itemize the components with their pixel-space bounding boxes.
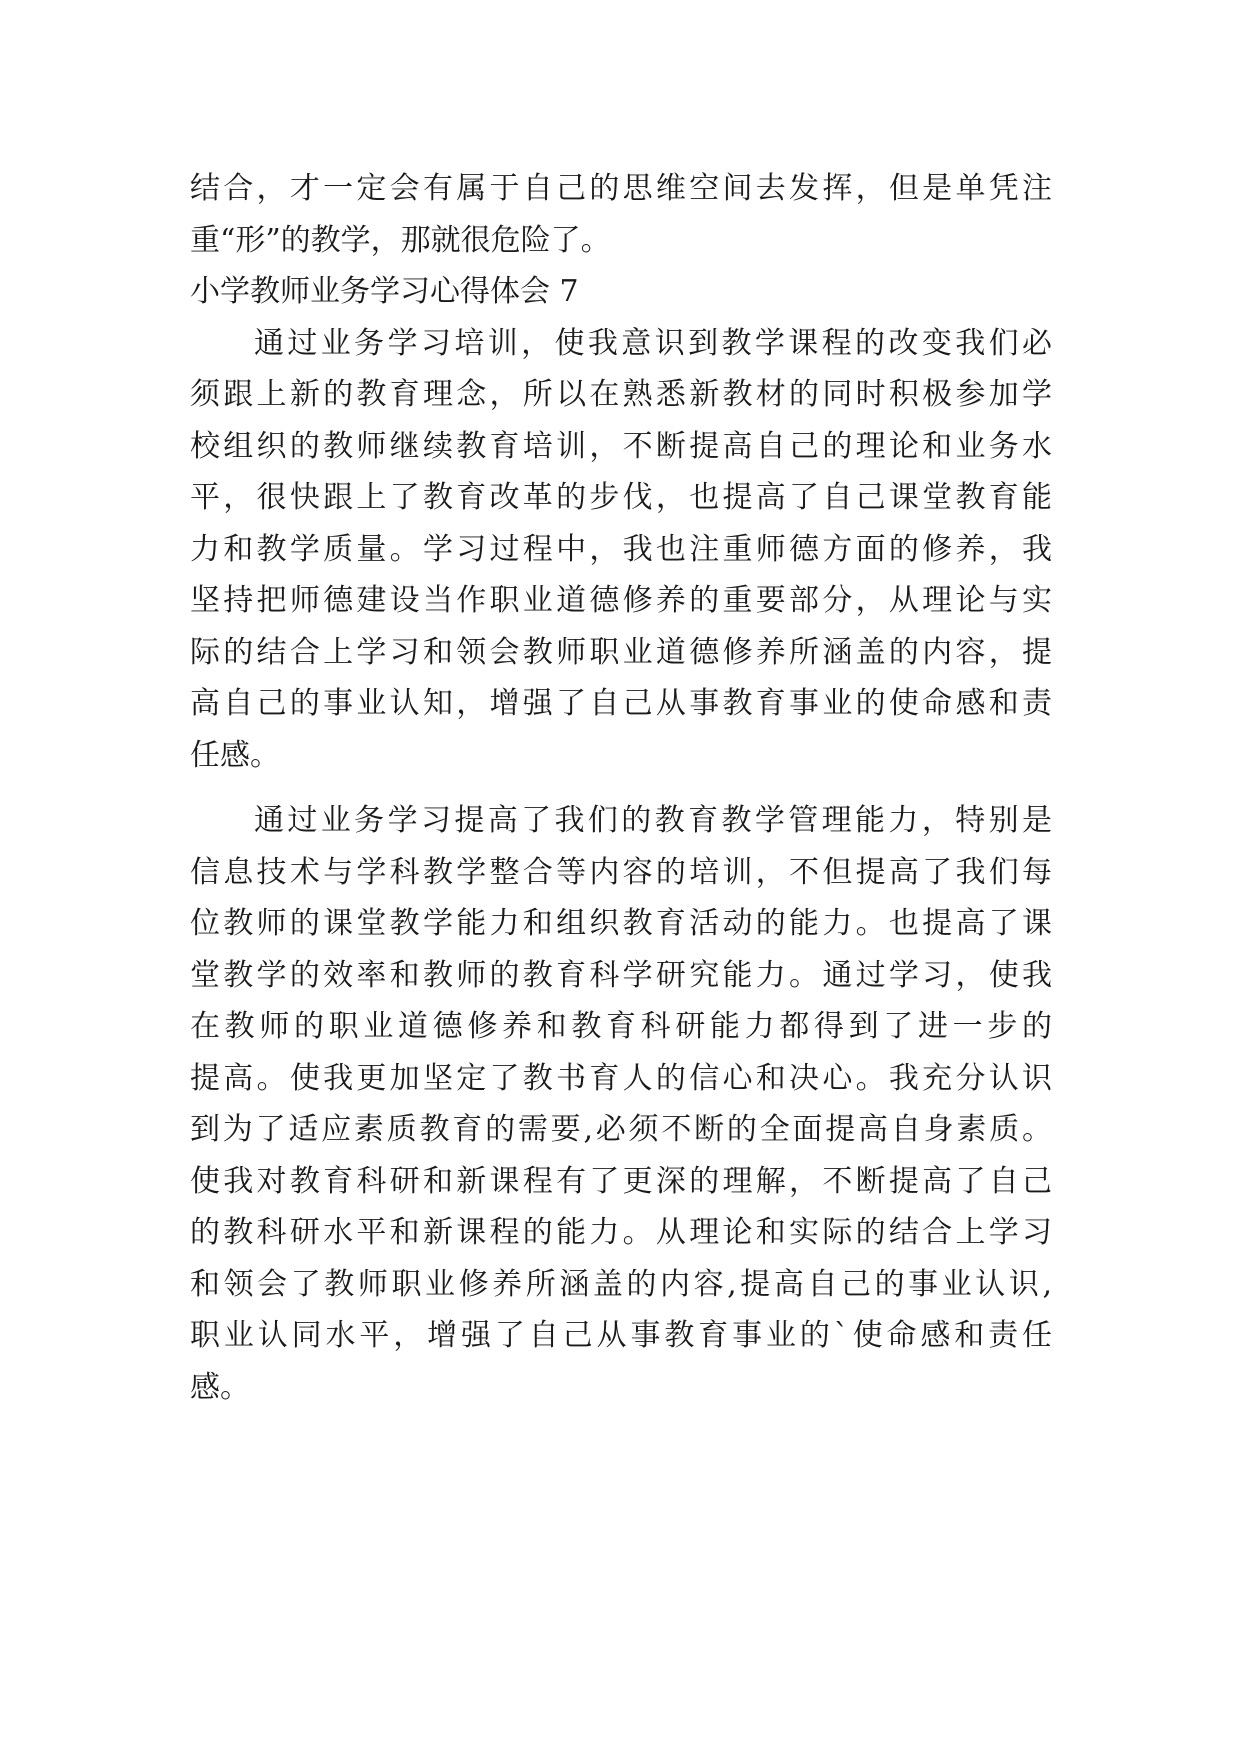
text-line: 结合，才一定会有属于自己的思维空间去发挥，但是单凭注 xyxy=(190,171,1052,206)
text-line: 力和教学质量。学习过程中，我也注重师德方面的修养，我 xyxy=(190,531,1052,567)
text-line: 重“形”的教学，那就很危险了。 xyxy=(190,222,611,258)
section-title: 小学教师业务学习心得体会 7 xyxy=(190,274,579,309)
text-line: 通过业务学习提高了我们的教育教学管理能力，特别是 xyxy=(254,803,1052,838)
text-line: 到为了适应素质教育的需要,必须不断的全面提高自身素质。 xyxy=(190,1112,1052,1147)
text-line: 和领会了教师职业修养所涵盖的内容,提高自己的事业认识, xyxy=(190,1266,1052,1302)
document-body xyxy=(190,163,1052,1413)
text-line: 校组织的教师继续教育培训，不断提高自己的理论和业务水 xyxy=(190,428,1052,464)
text-line: 须跟上新的教育理念，所以在熟悉新教材的同时积极参加学 xyxy=(190,377,1052,412)
text-line: 使我对教育科研和新课程有了更深的理解，不断提高了自己 xyxy=(190,1163,1052,1199)
paragraph-spacer xyxy=(190,781,1052,795)
text-line: 坚持把师德建设当作职业道德修养的重要部分，从理论与实 xyxy=(190,583,1052,618)
text-line: 信息技术与学科教学整合等内容的培训，不但提高了我们每 xyxy=(190,854,1052,890)
paragraph-1 xyxy=(190,318,1052,782)
text-line: 平，很快跟上了教育改革的步伐，也提高了自己课堂教育能 xyxy=(190,480,1052,515)
paragraph-2 xyxy=(190,795,1052,1413)
text-line: 感。 xyxy=(190,1369,250,1405)
text-line: 通过业务学习培训，使我意识到教学课程的改变我们必 xyxy=(254,325,1052,361)
continuation-paragraph xyxy=(190,163,1052,266)
text-line: 高自己的事业认知，增强了自己从事教育事业的使命感和责 xyxy=(190,686,1052,721)
text-line: 堂教学的效率和教师的教育科学研究能力。通过学习，使我 xyxy=(190,957,1052,993)
text-line: 任感。 xyxy=(190,737,280,773)
text-line: 际的结合上学习和领会教师职业道德修养所涵盖的内容，提 xyxy=(190,634,1052,670)
text-line: 在教师的职业道德修养和教育科研能力都得到了进一步的 xyxy=(190,1009,1052,1044)
text-line: 提高。使我更加坚定了教书育人的信心和决心。我充分认识 xyxy=(190,1060,1052,1096)
text-line: 的教科研水平和新课程的能力。从理论和实际的结合上学习 xyxy=(190,1215,1052,1250)
text-line: 位教师的课堂教学能力和组织教育活动的能力。也提高了课 xyxy=(190,906,1052,941)
text-line: 职业认同水平，增强了自己从事教育事业的`使命感和责任 xyxy=(190,1318,1052,1353)
